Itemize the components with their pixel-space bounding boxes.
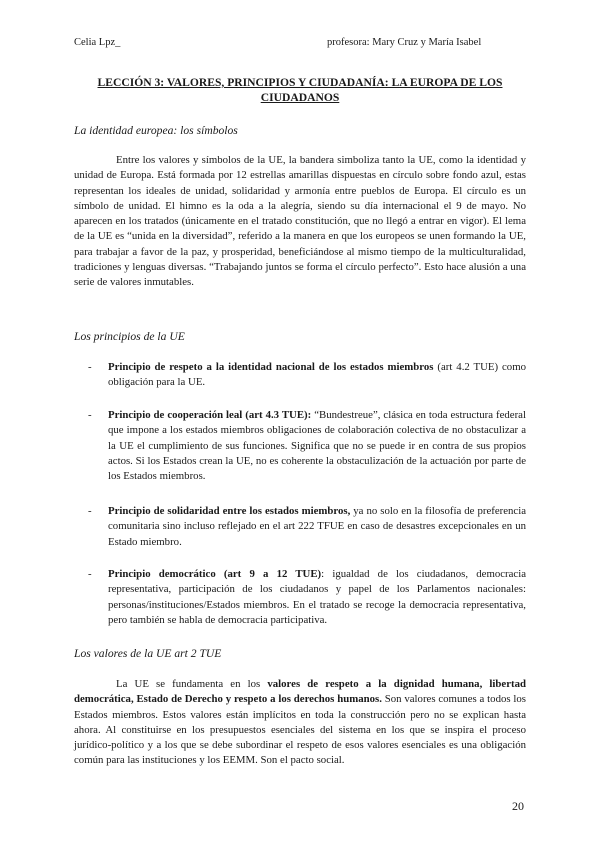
- paragraph-symbols-text: Entre los valores y símbolos de la UE, la bandera simboliza tanto la UE, como la identidad y unidad de Europa. Está formada por 12 estrellas amarillas dispuestas en círculo sobre fondo azul, estas representan los ideales de unidad, solidaridad y armonía entre pueblos de Europa. El círculo es un símbolo de unidad. El himno es la oda a la alegría, siendo su día internacional el 9 de mayo. No aparecen en los tratados (únicamente en el tratado constitución, que no llegó a entrar en vigor). El lema de la UE es “unida en la diversidad”, referido a la manera en que los europeos se unen formando la UE, para trabajar a favor de la paz, y prosperidad, beneficiándose al mismo tiempo de la multiculturalidad, tradiciones y lenguas diversas. “Trabajando juntos se forma el círculo perfecto”. Esto hace alusión a una serie de valores inmutables.: [74, 154, 526, 289]
- principle-text: “Bundestreue”, clásica en toda estructura federal que impone a los estados miembros obligaciones de colaboración colectiva de no obstaculizar a la UE el cumplimiento de sus funciones. Significa que no se puede ir en contra de sus propios actos. Si los Estados crean la UE, no es coherente la obstaculización de la actuación por parte de los Estados miembros.: [108, 409, 526, 483]
- section-heading-symbols: La identidad europea: los símbolos: [74, 124, 238, 137]
- principle-item: [88, 567, 526, 628]
- paragraph-symbols: [74, 153, 526, 291]
- principle-item: [88, 408, 526, 484]
- principle-title: Principio de respeto a la identidad nacional de los estados miembros: [108, 361, 434, 373]
- section-heading-values: Los valores de la UE art 2 TUE: [74, 647, 222, 660]
- paragraph-values-start: La UE se fundamenta en los: [116, 678, 268, 690]
- paragraph-values-bold: valores de respeto a la dignidad humana, libertad democrática, Estado de Derecho y respeto a los derechos humanos.: [74, 678, 526, 706]
- principle-title: Principio de cooperación leal (art 4.3 TUE):: [108, 409, 312, 421]
- principle-title: Principio democrático (art 9 a 12 TUE): [108, 568, 322, 580]
- header-author: Celia Lpz_: [74, 37, 121, 48]
- principle-text: : igualdad de los ciudadanos, democracia representativa, participación de los ciudadanos y papel de los Parlamentos nacionales: personas/instituciones/Estados miembros. En el tratado se recoge la democracia representativa, pero también se habla de democracia participativa.: [108, 568, 526, 626]
- principle-text: ya no solo en la filosofía de preferencia comunitaria sino incluso reflejado en el art 222 TFUE en caso de desastres excepcionales en un Estado miembro.: [108, 505, 527, 548]
- principle-item: [88, 360, 526, 391]
- principle-item: [88, 504, 526, 550]
- principle-title: Principio de solidaridad entre los estados miembros,: [108, 505, 351, 517]
- paragraph-values-end: Son valores comunes a todos los Estados miembros. Estos valores están implícitos en toda la construcción pero no se explican hasta ahora. Al constituirse en los presupuestos esenciales del sistema en los que se inspira el proceso jurídico-político y a los que se debe subordinar el respeto de esos valores esenciales es una obligación común para las instituciones y los EEMM. Son el pacto social.: [74, 693, 526, 767]
- paragraph-values: [74, 677, 526, 769]
- header-teacher: profesora: Mary Cruz y María Isabel: [327, 37, 482, 48]
- page-number: 20: [512, 799, 524, 813]
- section-heading-principles: Los principios de la UE: [74, 330, 185, 343]
- bullet-dash: -: [88, 361, 92, 373]
- principle-text: (art 4.2 TUE) como obligación para la UE.: [108, 361, 526, 389]
- lesson-title: LECCIÓN 3: VALORES, PRINCIPIOS Y CIUDADANÍA: LA EUROPA DE LOS CIUDADANOS: [97, 76, 503, 104]
- bullet-dash: -: [88, 505, 92, 517]
- bullet-dash: -: [88, 568, 92, 580]
- bullet-dash: -: [88, 409, 92, 421]
